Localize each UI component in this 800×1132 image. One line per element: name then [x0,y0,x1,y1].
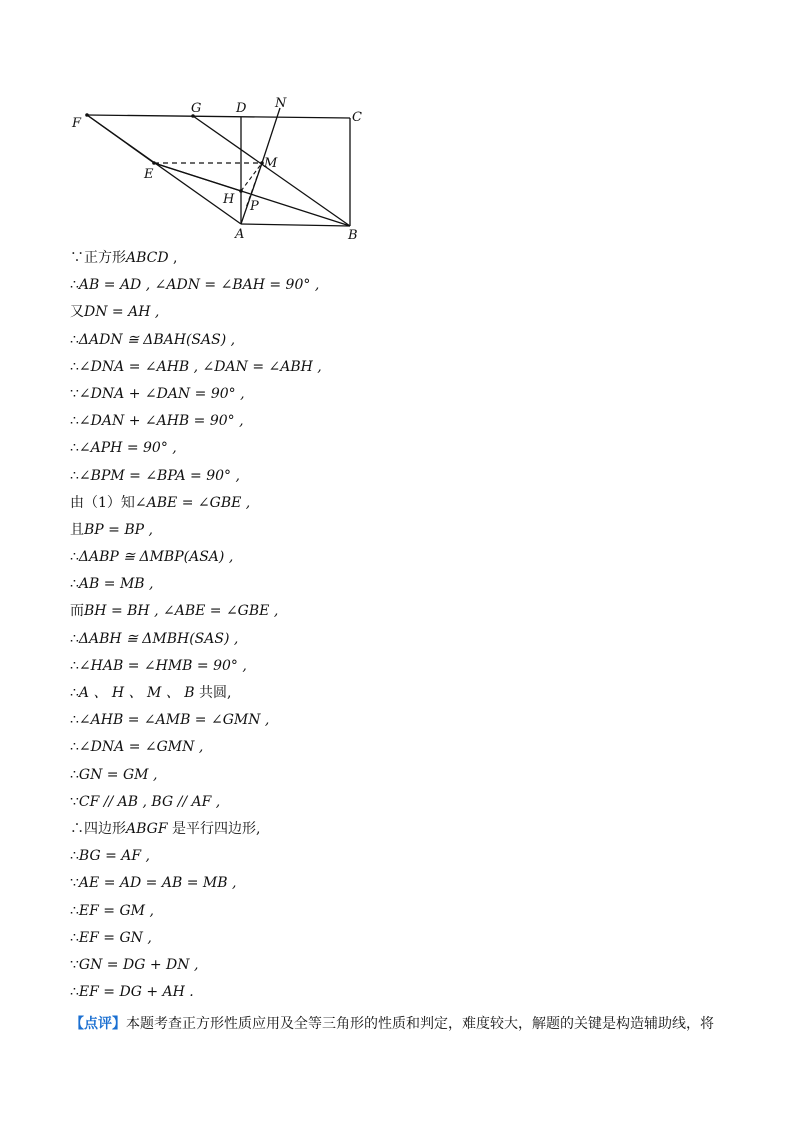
label-H: H [223,192,235,207]
proof-line-prefix: ∴ [70,277,79,294]
proof-line [70,653,740,680]
proof-line-prefix: ∴ [70,685,79,701]
proof-line [70,952,740,979]
proof-line-math: BP = BP , [84,521,153,538]
proof-line [70,843,740,870]
proof-line-math: ∠DAN + ∠AHB = 90° , [78,413,244,430]
proof-line-math: ∠AHB = ∠AMB = ∠GMN , [78,712,270,729]
proof-line-math: EF = DG + AH . [78,984,194,1001]
proof-line [70,299,740,326]
point-H [239,189,243,193]
proof-line [70,734,740,761]
proof-line [70,870,740,897]
proof-line [70,354,740,381]
proof-line-prefix: ∵ [70,956,79,973]
proof-line-prefix: 由（1）知 [70,494,135,511]
proof-line-math: ΔABH ≅ ΔMBH(SAS) , [78,630,239,647]
proof-line-math: ∠DNA + ∠DAN = 90° , [78,385,245,402]
proof-line [70,327,740,354]
line-NM [262,108,280,163]
proof-line-prefix: 而 [70,603,84,620]
proof-line-prefix: ∴ [70,984,79,1001]
proof-line [70,544,740,571]
point-E [152,161,156,165]
proof-line [70,979,740,1006]
proof-line [70,490,740,517]
proof-line [70,898,740,925]
line-EH [154,163,241,191]
proof-line-math: AE = AD = AB = MB , [78,875,237,892]
line-AB [241,224,350,226]
proof-line-math: ∠BPM = ∠BPA = 90° , [78,467,240,484]
proof-line-prefix: ∴ [70,576,79,593]
proof-line-text: 四边形 [84,820,126,837]
proof-line-math: ∠HAB = ∠HMB = 90° , [78,657,247,674]
proof-line [70,598,740,625]
proof-body [70,245,740,1006]
label-M: M [264,156,278,171]
proof-line-prefix: ∴ [70,440,79,457]
proof-line [70,762,740,789]
proof-line-math: ABCD [126,250,169,266]
label-F: F [72,116,82,131]
comment-text: 本题考查正方形性质应用及全等三角形的性质和判定，难度较大，解题的关键是构造辅助线，将 [126,1016,714,1032]
proof-line-prefix: ∴ [70,820,84,837]
proof-line-prefix: ∴ [70,467,79,484]
proof-line-math: BH = BH , ∠ABE = ∠GBE , [84,603,279,620]
proof-line-prefix: 且 [70,521,84,538]
proof-line [70,517,740,544]
proof-line-prefix: ∴ [70,902,79,919]
proof-line-math: ∠DNA = ∠GMN , [78,739,204,756]
proof-line-math: BG = AF , [78,848,151,865]
proof-line-prefix: ∴ [70,739,79,756]
proof-line [70,245,740,272]
proof-line-prefix: ∵ [70,385,79,402]
proof-line-text: 正方形 [84,250,126,266]
proof-line-math: ∠APH = 90° , [78,440,177,457]
proof-line-suffix: 是平行四边形, [167,820,261,837]
label-C: C [352,110,362,125]
proof-line [70,463,740,490]
proof-line [70,571,740,598]
label-P: P [250,199,259,214]
proof-line-math: EF = GM , [78,902,154,919]
proof-line-math: A 、 H 、 M 、 B [78,685,195,701]
label-B: B [348,228,358,243]
proof-line [70,816,740,843]
proof-line [70,925,740,952]
proof-line-prefix: ∴ [70,331,79,348]
comment-tag: 【点评】 [70,1016,126,1032]
label-D: D [236,101,247,116]
proof-line-suffix: 共圆, [194,685,232,701]
point-F [85,113,89,117]
proof-line [70,626,740,653]
proof-line-prefix: ∴ [70,549,79,566]
proof-line [70,435,740,462]
proof-line-math: ΔABP ≅ ΔMBP(ASA) , [78,549,234,566]
proof-line-math: ∠ABE = ∠GBE , [134,494,251,511]
proof-line-prefix: ∵ [70,875,79,892]
label-N: N [275,96,287,111]
proof-line-math: ABGF [126,820,168,837]
proof-line-suffix: , [168,250,178,266]
label-G: G [191,101,202,116]
proof-line-math: ∠DNA = ∠AHB , ∠DAN = ∠ABH , [78,358,322,375]
proof-line-prefix: ∵ [70,250,84,266]
line-FA [87,115,241,224]
proof-line-math: AB = MB , [78,576,154,593]
proof-line [70,381,740,408]
proof-line-prefix: ∵ [70,793,79,810]
proof-line-math: GN = GM , [78,766,158,783]
proof-line-prefix: ∴ [70,657,79,674]
proof-line-prefix: ∴ [70,630,79,647]
proof-line [70,408,740,435]
geometry-figure [60,90,380,250]
proof-line-math: DN = AH , [84,304,160,321]
proof-line-prefix: ∴ [70,413,79,430]
proof-line-math: ΔADN ≅ ΔBAH(SAS) , [78,331,236,348]
proof-line-prefix: ∴ [70,848,79,865]
label-E: E [144,167,154,182]
proof-line [70,789,740,816]
proof-line-math: AB = AD , ∠ADN = ∠BAH = 90° , [78,277,320,294]
proof-line-math: EF = GN , [78,929,152,946]
line-HM [241,163,262,191]
proof-line [70,680,740,707]
comment-block [70,1012,750,1036]
geometry-diagram [60,90,380,250]
line-FC [87,115,350,118]
proof-line-prefix: 又 [70,304,84,321]
proof-line-math: GN = DG + DN , [78,956,199,973]
proof-line [70,707,740,734]
proof-line-math: CF // AB , BG // AF , [78,793,221,810]
label-A: A [235,227,245,242]
proof-line-prefix: ∴ [70,358,79,375]
proof-line-prefix: ∴ [70,712,79,729]
proof-line-prefix: ∴ [70,766,79,783]
proof-line-prefix: ∴ [70,929,79,946]
proof-line [70,272,740,299]
